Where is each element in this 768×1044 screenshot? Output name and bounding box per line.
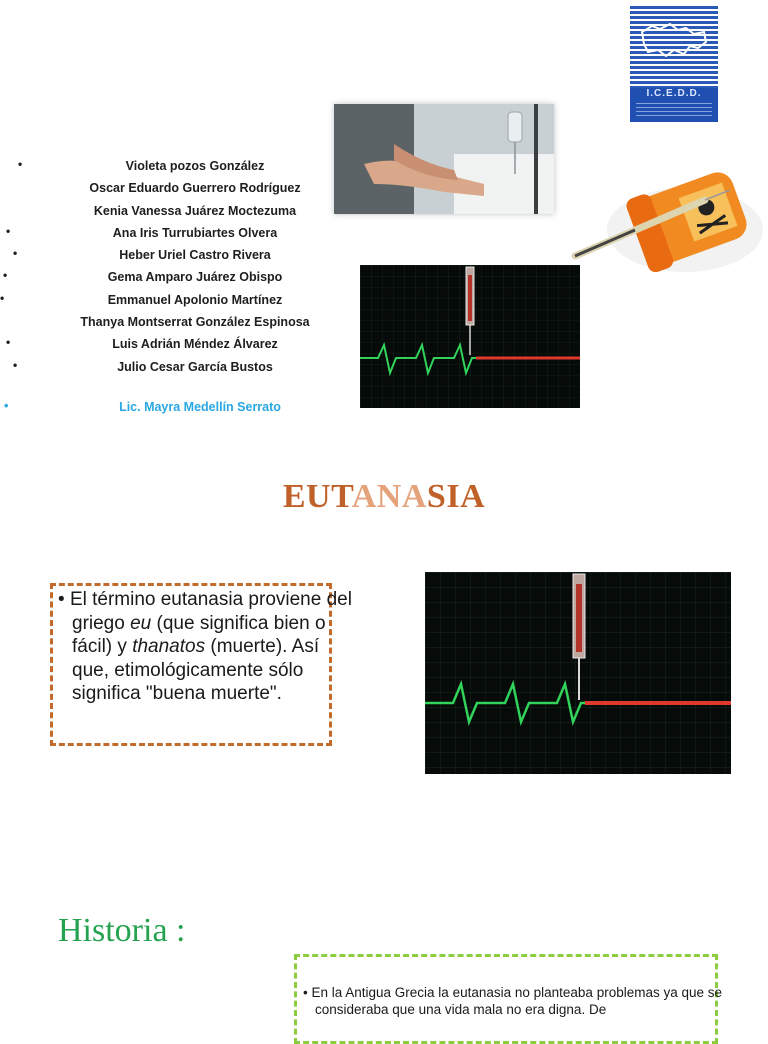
institution-logo xyxy=(630,4,718,122)
ecg-monitor-image-large xyxy=(425,572,731,774)
team-member: • Luis Adrián Méndez Álvarez xyxy=(6,335,278,352)
team-member: • Gema Amparo Juárez Obispo xyxy=(3,268,283,285)
title-part: EUT xyxy=(282,478,352,515)
team-member: Thanya Montserrat González Espinosa xyxy=(80,315,310,330)
team-member: Kenia Vanessa Juárez Moctezuma xyxy=(93,203,297,218)
map-icon xyxy=(640,20,708,60)
patient-hands-photo xyxy=(334,104,554,214)
history-heading: Historia : xyxy=(58,912,186,949)
team-member: • Violeta pozos González xyxy=(18,157,265,173)
team-member: • Emmanuel Apolonio Martínez xyxy=(0,290,283,307)
ecg-monitor-image-small xyxy=(360,265,580,408)
team-member-list xyxy=(0,155,380,378)
team-member: • Ana Iris Turrubiartes Olvera xyxy=(6,223,278,240)
history-text: • En la Antigua Grecia la eutanasia no planteaba problemas ya que se consideraba que una vida mala no era digna. De xyxy=(303,985,723,1017)
team-member: • Julio Cesar García Bustos xyxy=(13,357,273,374)
poison-vial-photo xyxy=(555,160,765,280)
definition-text: • El término eutanasia proviene del griego eu (que significa bien o fácil) y thanatos (muerte). Así que, etimológicamente sólo significa "buena muerte". xyxy=(58,589,352,704)
title-part: ANA xyxy=(351,478,427,515)
team-member: Oscar Eduardo Guerrero Rodríguez xyxy=(89,181,301,196)
instructor-name: • Lic. Mayra Medellín Serrato xyxy=(4,399,281,414)
page-title xyxy=(0,478,768,516)
logo-text: I.C.E.D.D. xyxy=(646,88,702,99)
title-part: SIA xyxy=(426,478,486,515)
team-member: • Heber Uriel Castro Rivera xyxy=(13,246,271,263)
